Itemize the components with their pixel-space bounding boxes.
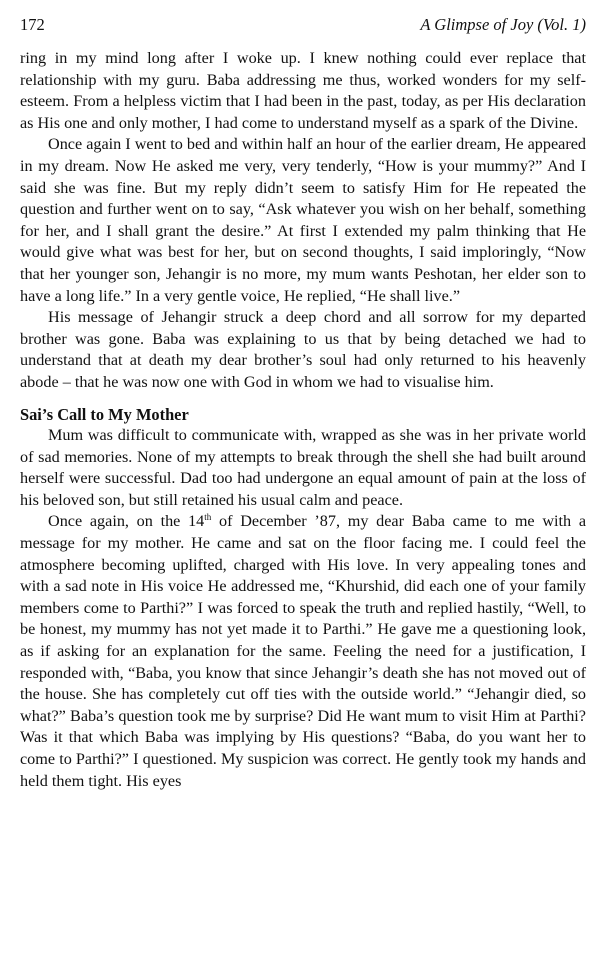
paragraph-mum: Mum was difficult to communicate with, wrapped as she was in her private world of sad memories. None of my attempts to break through the shell she had built around herself were successful. Dad too had undergone an equal amount of pain at the loss of his beloved son, but still retained his usual calm and peace.: [20, 426, 586, 509]
paragraph-message: His message of Jehangir struck a deep chord and all sorrow for my departed brother was gone. Baba was explaining to us that by being detached we had to understand that at death my dear brother’s soul had only returned to his heavenly abode – that he was now one with God in whom we had to visualise him.: [20, 308, 586, 391]
paragraph-december-start: Once again, on the 14: [48, 512, 205, 531]
book-page: [20, 14, 586, 792]
ordinal-suffix: th: [204, 512, 212, 523]
running-title: A Glimpse of Joy (Vol. 1): [420, 15, 586, 34]
page-number: 172: [20, 15, 45, 34]
paragraph-continued: ring in my mind long after I woke up. I knew nothing could ever replace that relationship with my guru. Baba addressing me thus, worked wonders for my self-esteem. From a helpless victim that I had been in the past, today, as per His declaration as His one and only mother, I had come to understand myself as a spark of the Divine.: [20, 49, 586, 132]
paragraph-december: [20, 511, 586, 792]
page-header: [20, 14, 586, 36]
paragraph-dream: Once again I went to bed and within half an hour of the earlier dream, He appeared in my dream. Now He asked me very, very tenderly, “How is your mummy?” And I said she was fine. But my reply didn’t seem to satisfy Him for He repeated the question and further went on to say, “Ask whatever you wish on her behalf, something for her, and I shall grant the desire.” At first I extended my palm thinking that He would give what was best for her, but on second thoughts, I said imploringly, “Now that her younger son, Jehangir is no more, my mum wants Peshotan, her elder son to have a long life.” In a very gentle voice, He replied, “He shall live.”: [20, 135, 587, 305]
page-body: [20, 48, 586, 792]
section-heading: Sai’s Call to My Mother: [20, 404, 189, 424]
paragraph-december-rest: of December ’87, my dear Baba came to me with a message for my mother. He came and sat on the floor facing me. I could feel the atmosphere becoming uplifted, charged with His love. In very appealing tones and with a sad note in His voice He addressed me, “Khurshid, did each one of your family members come to Parthi?” I was forced to speak the truth and replied hastily, “Well, to be honest, my mummy has not yet made it to Parthi.” He gave me a questioning look, as if asking for an explanation for the same. Feeling the need for a justification, I responded with, “Baba, you know that since Jehangir’s death she has not moved out of the house. She has completely cut off ties with the outside world.” “Jehangir died, so what?” Baba’s question took me by surprise? Did He want mum to visit Him at Parthi? Was it that which Baba was implying by His questions? “Baba, do you want her to come to Parthi?” I questioned. My suspicion was correct. He gently took my hands and held them tight. His eyes: [20, 512, 587, 790]
